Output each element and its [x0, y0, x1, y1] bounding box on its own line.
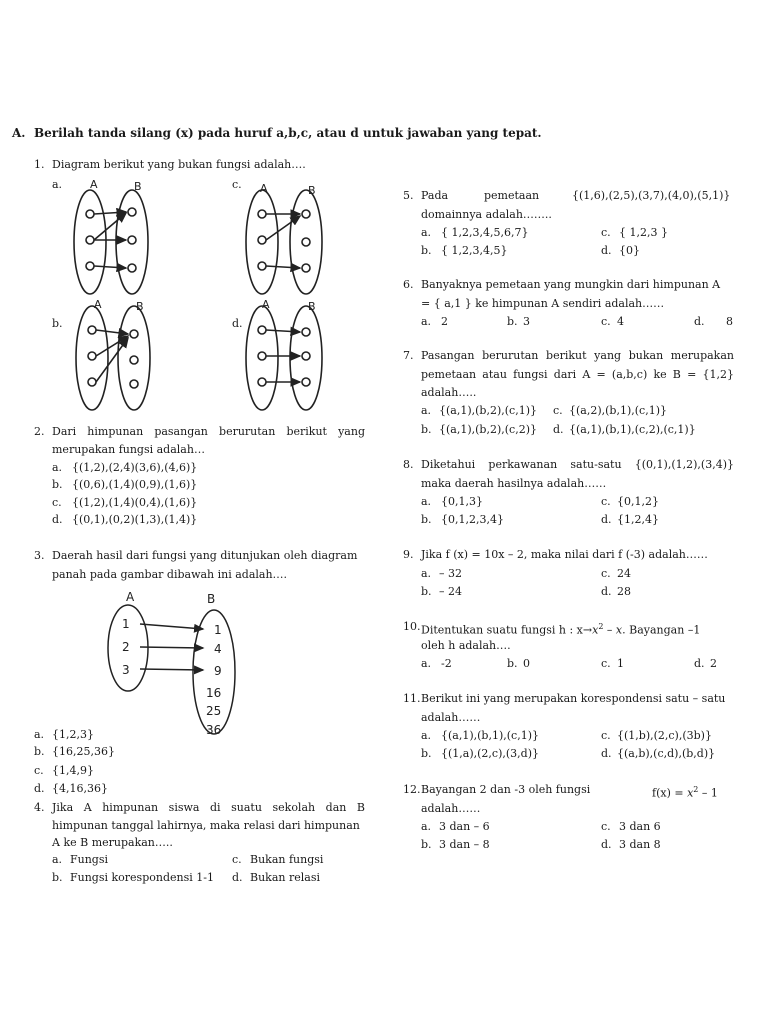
q9-number: 9.	[403, 548, 414, 561]
q10-exponent: 2	[598, 622, 604, 631]
q9-option-label: a.	[421, 567, 432, 580]
q1-diagram-c	[246, 190, 322, 294]
q7-option-label: b.	[421, 423, 432, 436]
q4-option-text: Fungsi korespondensi 1-1	[70, 871, 214, 884]
q4-option-text: Bukan fungsi	[250, 853, 324, 866]
q1-text: Diagram berikut yang bukan fungsi adalah….	[52, 158, 306, 171]
q7-text-line2: pemetaan atau fungsi dari A = (a,b,c) ke B = {1,2}	[421, 368, 734, 381]
q3-domain-value: 1	[122, 617, 130, 631]
q7-option-label: a.	[421, 404, 432, 417]
q3-codomain-value: 16	[206, 686, 222, 700]
q5-option-text: { 1,2,3,4,5}	[441, 244, 508, 257]
q10-text-pre: Ditentukan suatu fungsi h : x→	[421, 623, 593, 637]
q10-option-text: 1	[617, 657, 624, 670]
section-letter: A.	[12, 126, 26, 140]
q3-option-label: d.	[34, 782, 45, 795]
q3-option-text: {4,16,36}	[52, 782, 108, 795]
q5-text-set: {(1,6),(2,5),(3,7),(4,0),(5,1)}	[572, 189, 731, 202]
q3-option-label: a.	[34, 728, 45, 741]
q8-number: 8.	[403, 458, 414, 471]
q5-option-label: d.	[601, 244, 612, 257]
q4-option-label: b.	[52, 871, 63, 884]
q11-text-line2: adalah……	[421, 711, 481, 724]
q11-option-text: {(a,b),(c,d),(b,d)}	[617, 747, 716, 760]
q2-option-label: c.	[52, 496, 62, 509]
q11-option-label: a.	[421, 729, 432, 742]
q8-option-label: d.	[601, 513, 612, 526]
q1-a-set-a-label: A	[90, 178, 98, 191]
q3-set-a-label: A	[126, 590, 135, 604]
q1-label-b: b.	[52, 317, 63, 330]
q1-diagram-d	[246, 306, 322, 410]
q12-text-line2: adalah……	[421, 802, 481, 815]
q8-text-line2: maka daerah hasilnya adalah……	[421, 477, 607, 490]
q6-option-label: d.	[694, 315, 705, 328]
q5-text-line2: domainnya adalah……..	[421, 208, 552, 221]
q10-option-text: -2	[441, 657, 452, 670]
q6-text-line1: Banyaknya pemetaan yang mungkin dari himpunan A	[421, 278, 721, 291]
q7-option-label: d.	[553, 423, 564, 436]
q7-text-line1: Pasangan berurutan berikut yang bukan merupakan	[421, 349, 734, 362]
q1-d-set-b-label: B	[308, 300, 316, 313]
q11-option-text: {(1,b),(2,c),(3b)}	[617, 729, 712, 742]
q6-option-label: c.	[601, 315, 611, 328]
q3-text-line2: panah pada gambar dibawah ini adalah….	[52, 568, 288, 581]
q8-option-text: {0,1,3}	[441, 495, 483, 508]
q3-option-text: {1,4,9}	[52, 764, 94, 777]
q10-option-label: d.	[694, 657, 705, 670]
q7-option-label: c.	[553, 404, 563, 417]
q10-text-line1	[421, 620, 700, 638]
q4-number: 4.	[34, 801, 45, 814]
q2-option-text: {(1,2),(1,4)(0,4),(1,6)}	[72, 496, 198, 509]
q9-option-label: b.	[421, 585, 432, 598]
q2-option-text: {(1,2),(2,4)(3,6),(4,6)}	[72, 461, 198, 474]
q3-codomain-value: 25	[206, 704, 222, 718]
q12-text-post: – 1	[698, 786, 718, 800]
q6-option-text: 3	[523, 315, 530, 328]
q8-option-text: {1,2,4}	[617, 513, 659, 526]
q6-text-line2: = { a,1 } ke himpunan A sendiri adalah……	[421, 297, 665, 310]
q3-codomain-value: 4	[214, 642, 222, 656]
q7-number: 7.	[403, 349, 414, 362]
q12-option-label: d.	[601, 838, 612, 851]
q12-option-label: a.	[421, 820, 432, 833]
q3-option-label: b.	[34, 745, 45, 758]
q11-option-text: {(1,a),(2,c),(3,d)}	[441, 747, 539, 760]
q5-option-label: b.	[421, 244, 432, 257]
q7-option-text: {(a,1),(b,1),(c,2),(c,1)}	[569, 423, 696, 436]
q7-option-text: {(a,1),(b,2),(c,1)}	[439, 404, 537, 417]
q7-option-text: {(a,2),(b,1),(c,1)}	[569, 404, 667, 417]
q1-label-d: d.	[232, 317, 243, 330]
q3-option-text: {1,2,3}	[52, 728, 94, 741]
q6-option-text: 8	[726, 315, 733, 328]
q12-var-x: x	[687, 786, 694, 800]
q12-exponent: 2	[693, 785, 699, 794]
q1-diagram-a	[74, 190, 148, 294]
q10-var-x: x	[592, 623, 599, 637]
q2-option-label: d.	[52, 513, 63, 526]
q10-text-mid: –	[603, 623, 616, 637]
q9-option-text: – 32	[439, 567, 462, 580]
q3-number: 3.	[34, 549, 45, 562]
section-instruction: Berilah tanda silang (x) pada huruf a,b,c, atau d untuk jawaban yang tepat.	[34, 126, 542, 140]
q4-text-line3: A ke B merupakan…..	[52, 836, 173, 849]
q10-text-post: . Bayangan –1	[622, 623, 701, 637]
q1-diagram-b	[76, 306, 150, 410]
q12-option-label: c.	[601, 820, 611, 833]
q1-c-set-b-label: B	[308, 184, 316, 197]
q10-option-text: 0	[523, 657, 530, 670]
q3-set-b-label: B	[207, 592, 216, 606]
q1-a-set-b-label: B	[134, 180, 142, 193]
q2-text-line1: Dari himpunan pasangan berurutan berikut yang	[52, 425, 365, 438]
q8-option-text: {0,1,2,3,4}	[441, 513, 504, 526]
q2-option-label: a.	[52, 461, 63, 474]
q6-number: 6.	[403, 278, 414, 291]
q10-option-label: a.	[421, 657, 432, 670]
q1-d-set-a-label: A	[262, 298, 270, 311]
q10-var-x2: x	[615, 623, 623, 637]
q3-codomain-value: 36	[206, 723, 222, 737]
q2-text-line2: merupakan fungsi adalah…	[52, 443, 205, 456]
q12-text-formula	[652, 783, 718, 801]
q12-option-text: 3 dan – 6	[439, 820, 490, 833]
q12-text-pre: Bayangan 2 dan -3 oleh fungsi	[421, 783, 591, 796]
q5-option-text: { 1,2,3,4,5,6,7}	[441, 226, 529, 239]
q3-domain-value: 2	[122, 640, 130, 654]
q11-number: 11.	[403, 692, 421, 705]
q8-text-line1: Diketahui perkawanan satu-satu {(0,1),(1,2),(3,4)}	[421, 458, 734, 471]
q4-option-label: d.	[232, 871, 243, 884]
q8-option-text: {0,1,2}	[617, 495, 659, 508]
q5-option-text: { 1,2,3 }	[619, 226, 668, 239]
q5-option-text: {0}	[619, 244, 640, 257]
q3-option-label: c.	[34, 764, 44, 777]
q6-option-text: 4	[617, 315, 624, 328]
q9-option-text: 28	[617, 585, 631, 598]
q4-option-label: c.	[232, 853, 242, 866]
q4-option-label: a.	[52, 853, 63, 866]
q3-arrow-diagram	[100, 588, 250, 738]
q10-option-text: 2	[710, 657, 717, 670]
q3-domain-value: 3	[122, 663, 130, 677]
q10-text-line2: oleh h adalah….	[421, 639, 511, 652]
q2-number: 2.	[34, 425, 45, 438]
q1-number: 1.	[34, 158, 45, 171]
q9-option-label: d.	[601, 585, 612, 598]
q3-codomain-value: 1	[214, 623, 222, 637]
q3-codomain-value: 9	[214, 664, 222, 678]
q6-option-label: b.	[507, 315, 518, 328]
q7-text-line3: adalah…..	[421, 386, 477, 399]
q9-option-text: – 24	[439, 585, 462, 598]
q7-option-text: {(a,1),(b,2),(c,2)}	[439, 423, 537, 436]
q1-label-c: c.	[232, 178, 242, 191]
q6-option-label: a.	[421, 315, 432, 328]
q11-option-text: {(a,1),(b,1),(c,1)}	[441, 729, 539, 742]
q11-option-label: d.	[601, 747, 612, 760]
q11-text-line1: Berikut ini yang merupakan korespondensi satu – satu	[421, 692, 726, 705]
q12-number: 12.	[403, 783, 421, 796]
q1-label-a: a.	[52, 178, 63, 191]
q5-text-pemetaan: pemetaan	[484, 189, 540, 202]
q5-option-label: a.	[421, 226, 432, 239]
q11-option-label: c.	[601, 729, 611, 742]
q1-b-set-b-label: B	[136, 300, 144, 313]
q12-fx: f(x) =	[652, 786, 684, 800]
q9-option-text: 24	[617, 567, 631, 580]
q4-text-line1: Jika A himpunan siswa di suatu sekolah dan B	[52, 801, 365, 814]
q5-number: 5.	[403, 189, 414, 202]
q4-text-line2: himpunan tanggal lahirnya, maka relasi dari himpunan	[52, 819, 360, 832]
q5-option-label: c.	[601, 226, 611, 239]
q3-option-text: {16,25,36}	[52, 745, 115, 758]
q1-b-set-a-label: A	[94, 298, 102, 311]
q5-text-pada: Pada	[421, 189, 449, 202]
q8-option-label: b.	[421, 513, 432, 526]
q6-option-text: 2	[441, 315, 448, 328]
q12-option-text: 3 dan – 8	[439, 838, 490, 851]
q8-option-label: a.	[421, 495, 432, 508]
q1-c-set-a-label: A	[260, 182, 268, 195]
q2-option-label: b.	[52, 478, 63, 491]
q4-option-text: Bukan relasi	[250, 871, 320, 884]
q2-option-text: {(0,6),(1,4)(0,9),(1,6)}	[72, 478, 198, 491]
q12-option-text: 3 dan 6	[619, 820, 661, 833]
q3-text-line1: Daerah hasil dari fungsi yang ditunjukan oleh diagram	[52, 549, 358, 562]
q12-option-label: b.	[421, 838, 432, 851]
q9-text-line1: Jika f (x) = 10x – 2, maka nilai dari f (-3) adalah……	[421, 548, 708, 561]
q4-option-text: Fungsi	[70, 853, 109, 866]
q8-option-label: c.	[601, 495, 611, 508]
q10-option-label: b.	[507, 657, 518, 670]
q12-option-text: 3 dan 8	[619, 838, 661, 851]
q9-option-label: c.	[601, 567, 611, 580]
q11-option-label: b.	[421, 747, 432, 760]
q10-option-label: c.	[601, 657, 611, 670]
q10-number: 10.	[403, 620, 421, 633]
q2-option-text: {(0,1),(0,2)(1,3),(1,4)}	[72, 513, 198, 526]
